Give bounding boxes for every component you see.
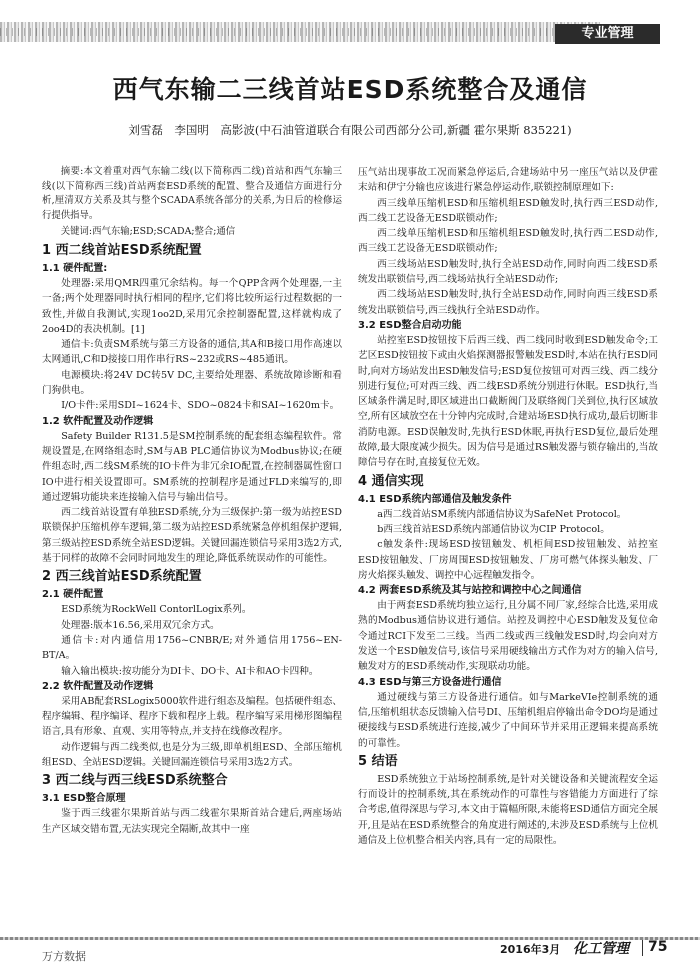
article-title: 西气东输二三线首站ESD系统整合及通信 xyxy=(112,75,588,104)
footer-separator xyxy=(642,940,643,956)
paragraph: 由于两套ESD系统均独立运行,且分属不同厂家,经综合比选,采用成熟的Modbus通信协议进行通信。站控及调控中心ESD触发及复位命令通过RCI下发至二三线。当西二线或西三线触发ESD时,均会向对方发送一个ESD触发信号,该信号采用硬线输出方式作为对方的输入信号,触发对方的ESD系统动作,实现联动功能。 xyxy=(358,600,658,673)
paragraph: 采用AB配套RSLogix5000软件进行组态及编程。包括硬件组态、程序编辑、程序编译、程序下载和程序上载。程序编写采用梯形图编程语言,具有形象、直观、实用等特点,并支持在线修改程序。 xyxy=(42,695,342,738)
subsection-heading: 2.2 软件配置及动作逻辑 xyxy=(42,680,154,692)
paragraph: ESD系统为RockWell ContorlLogix系列。 xyxy=(61,604,252,616)
footer-date: 2016年3月 xyxy=(500,943,561,956)
subsection-heading: 2.1 硬件配置 xyxy=(42,589,104,601)
subsection-heading: 3.2 ESD整合启动功能 xyxy=(358,319,462,331)
section-tag: 专业管理 xyxy=(555,24,660,44)
paragraph: 西三线单压缩机ESD和压缩机组ESD触发时,执行西三ESD动作,西二线工艺设备无ESD联锁动作; xyxy=(358,197,658,224)
paragraph: a西二线首站SM系统内部通信协议为SafeNet Protocol。 xyxy=(377,508,627,520)
subsection-heading: 3.1 ESD整合原理 xyxy=(42,793,126,805)
subsection-heading: 4.3 ESD与第三方设备进行通信 xyxy=(358,676,502,688)
paragraph: 处理器:版本16.56,采用双冗余方式。 xyxy=(61,619,220,631)
left-column xyxy=(42,165,342,837)
section-heading: 4 通信实现 xyxy=(358,473,424,489)
paragraph: 西二线场站ESD触发时,执行全站ESD动作,同时向西三线ESD系统发出联锁信号,西三线执行全站ESD动作。 xyxy=(358,289,658,316)
subsection-heading: 1.2 软件配置及动作逻辑 xyxy=(42,415,154,427)
right-column xyxy=(358,165,658,848)
section-heading: 3 西二线与西三线ESD系统整合 xyxy=(42,773,228,789)
paragraph: c触发条件:现场ESD按钮触发、机柜间ESD按钮触发、站控室ESD按钮触发、厂房周围ESD按钮触发、厂房可燃气体探头触发、厂房火焰探头触发、调控中心远程触发指令。 xyxy=(358,539,658,581)
article-authors: 刘雪磊 李国明 高影波(中石油管道联合有限公司西部分公司,新疆 霍尔果斯 835221) xyxy=(128,123,572,137)
watermark: 万方数据 xyxy=(42,950,86,963)
paragraph: Safety Builder R131.5是SM控制系统的配套组态编程软件。常规设置是,在网络组态时,SM与AB PLC通信协议为Modbus协议;在硬件组态时,西二线SM系统的IO卡件为非冗余IO配置,在控制器属性窗口IO中进行相关设置即可。SM系统的控制程序是通过FLD来编写的,即通过逻辑功能块来连接输入信号与输出信号。 xyxy=(42,430,342,503)
paragraph: I/O卡件:采用SDI~1624卡、SDO~0824卡和SAI~1620m卡。 xyxy=(61,400,340,412)
paragraph: 西三线场站ESD触发时,执行全站ESD动作,同时向西二线ESD系统发出联锁信号,西二线场站执行全站ESD动作; xyxy=(358,258,658,286)
paragraph: 通信卡:对内通信用1756~CNBR/E;对外通信用1756~EN-BT/A。 xyxy=(42,634,342,662)
paragraph: 鉴于西三线霍尔果斯首站与西二线霍尔果斯首站合建后,两座场站生产区域交错布置,无法实现完全隔断,故其中一座 xyxy=(42,808,342,835)
section-heading: 5 结语 xyxy=(358,753,398,769)
abstract-text: 摘要:本文着重对西气东输二线(以下简称西二线)首站和西气东输三线(以下简称西三线)首站两套ESD系统的配置、整合及通信方面进行分析,厘清双方关系及其与整个SCADA系统各部分的关系,为日后的检修运行提供指导。 xyxy=(42,166,342,221)
page-number: 75 xyxy=(648,939,668,955)
paragraph: 西二线单压缩机ESD和压缩机组ESD触发时,执行西二ESD动作,西三线工艺设备无ESD联锁动作; xyxy=(358,228,658,255)
paragraph: 电源模块:将24V DC转5V DC,主要给处理器、系统故障诊断和看门狗供电。 xyxy=(42,369,342,397)
paragraph: 通过硬线与第三方设备进行通信。如与MarkeVIe控制系统的通信,压缩机组状态反馈输入信号DI、压缩机组启停输出命令DO均是通过硬接线与ESD系统进行连接,减少了中间环节并采用正逻辑来提高系统的可靠性。 xyxy=(358,691,658,749)
header-decoration-lines xyxy=(0,28,600,36)
subsection-heading: 4.1 ESD系统内部通信及触发条件 xyxy=(358,493,512,505)
paragraph: ESD系统独立于站场控制系统,是针对关键设备和关键流程安全运行而设计的控制系统,其在系统动作的可靠性与容错能力方面进行了综合考虑,值得深思与学习,本文由于篇幅所限,未能将ESD通信方面完全展开,且是站在ESD系统整合的角度进行阐述的,未涉及ESD系统与上位机通信及上位机整合相关内容,具有一定的局限性。 xyxy=(358,773,658,846)
paragraph: 西二线首站设置有单独ESD系统,分为三级保护:第一级为站控ESD联锁保护压缩机停车逻辑,第二级为站控ESD系统紧急停机组保护逻辑,第三级站控ESD系统全站ESD逻辑。关键回漏连锁信号采用3选2方式,基于同样的故障不会同时同地发生的理论,降低系统误动作的可能性。 xyxy=(42,507,342,565)
paragraph: 压气站出现事故工况而紧急停运后,合建场站中另一座压气站以及伊霍末站和伊宁分输也应该进行紧急停运动作,联锁控制原理如下: xyxy=(358,167,658,194)
paragraph: 通信卡:负责SM系统与第三方设备的通信,其A和B接口用作高速以太网通讯,C和D接接口用作串行RS~232或RS~485通讯。 xyxy=(42,339,342,366)
abstract-text: 关键词:西气东输;ESD;SCADA;整合;通信 xyxy=(60,226,236,238)
section-heading: 2 西三线首站ESD系统配置 xyxy=(42,569,202,585)
subsection-heading: 1.1 硬件配置: xyxy=(42,262,108,274)
paragraph: b西三线首站ESD系统内部通信协议为CIP Protocol。 xyxy=(377,523,610,535)
section-heading: 1 西二线首站ESD系统配置 xyxy=(42,242,202,258)
paragraph: 站控室ESD按钮按下后西三线、西二线同时收到ESD触发命令;工艺区ESD按钮按下或由火焰探测器报警触发ESD时,本站在执行ESD同时,向对方场站发出ESD触发信号;ESD复位按钮可对西三线、西二线分别进行复位;可对西三线、西二线ESD系统分别进行休眠。ESD执行,当区域条件满足时,即区域进出口截断阀门及联络阀门关到位,执行区域放空,所有区域放空在十分钟内完成时,合建站场ESD执行成功,最后切断非消防电源。ESD误触发时,先执行ESD休眠,再执行ESD复位,最后处理故障,最大限度减少损失。因为信号是通过RS触发器与锁存输出的,当故障信号存在时,直接复位无效。 xyxy=(358,334,658,469)
subsection-heading: 4.2 两套ESD系统及其与站控和调控中心之间通信 xyxy=(358,585,582,597)
paragraph: 动作逻辑与西二线类似,也是分为三级,即单机组ESD、全部压缩机组ESD、全站ESD逻辑。关键回漏连锁信号采用3选2方式。 xyxy=(42,741,342,768)
journal-name: 化工管理 xyxy=(573,941,629,957)
paragraph: 输入输出模块:按功能分为DI卡、DO卡、AI卡和AO卡四种。 xyxy=(61,665,319,677)
header-band xyxy=(0,0,700,48)
paragraph: 处理器:采用QMR四重冗余结构。每一个QPP含两个处理器,一主一备;两个处理器同时执行相同的程序,它们将比较所运行过程数据的一致性,并做自我测试,实现1oo2D,采用冗余控制器配置,这样就构成了2oo4D的表决机制。[1] xyxy=(42,277,342,335)
